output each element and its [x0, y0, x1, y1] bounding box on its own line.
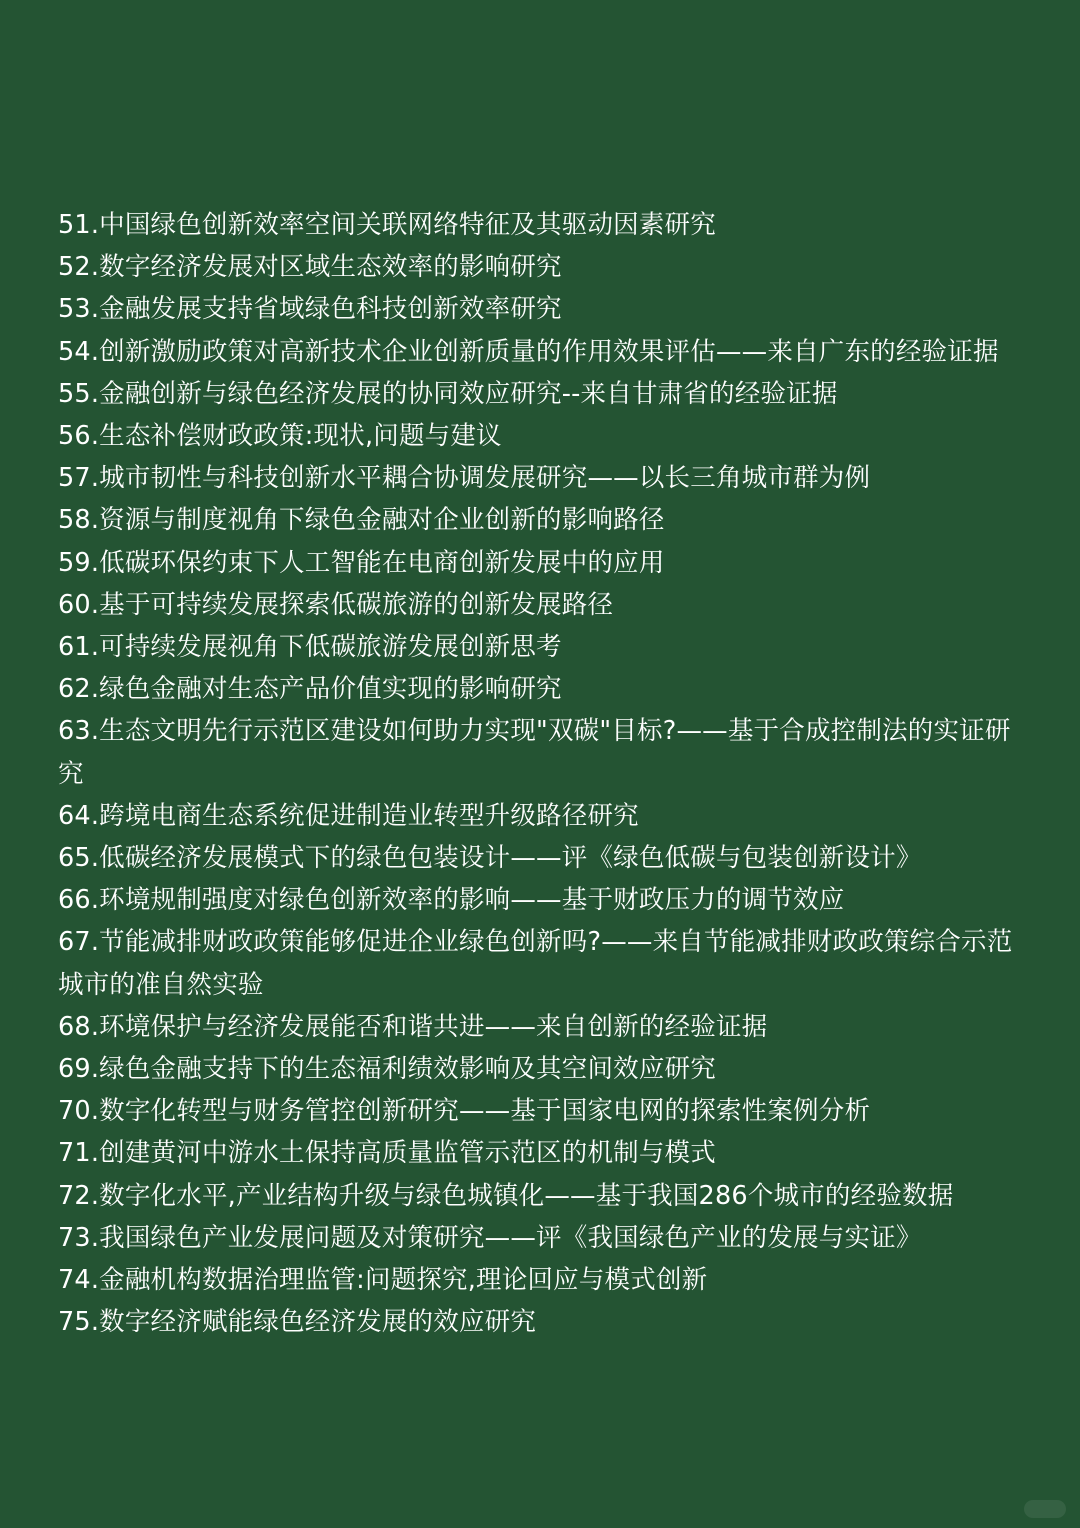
list-item: 66.环境规制强度对绿色创新效率的影响——基于财政压力的调节效应 — [58, 885, 845, 916]
list-item: 64.跨境电商生态系统促进制造业转型升级路径研究 — [58, 800, 639, 831]
list-item: 58.资源与制度视角下绿色金融对企业创新的影响路径 — [58, 505, 665, 536]
list-item: 55.金融创新与绿色经济发展的协同效应研究--来自甘肃省的经验证据 — [58, 378, 838, 409]
paper-title-list — [58, 204, 1026, 1343]
list-item: 56.生态补偿财政政策:现状,问题与建议 — [58, 421, 502, 452]
list-item: 67.节能减排财政政策能够促进企业绿色创新吗?——来自节能减排财政政策综合示范城市的准自然实验 — [58, 927, 1013, 1000]
list-item: 69.绿色金融支持下的生态福利绩效影响及其空间效应研究 — [58, 1054, 716, 1085]
list-item: 75.数字经济赋能绿色经济发展的效应研究 — [58, 1307, 537, 1338]
list-item: 60.基于可持续发展探索低碳旅游的创新发展路径 — [58, 589, 614, 620]
list-item: 71.创建黄河中游水土保持高质量监管示范区的机制与模式 — [58, 1138, 716, 1169]
list-item: 63.生态文明先行示范区建设如何助力实现"双碳"目标?——基于合成控制法的实证研究 — [58, 716, 1011, 789]
list-item: 68.环境保护与经济发展能否和谐共进——来自创新的经验证据 — [58, 1011, 768, 1042]
list-item: 62.绿色金融对生态产品价值实现的影响研究 — [58, 674, 562, 705]
list-item: 70.数字化转型与财务管控创新研究——基于国家电网的探索性案例分析 — [58, 1096, 871, 1127]
list-item: 54.创新激励政策对高新技术企业创新质量的作用效果评估——来自广东的经验证据 — [58, 336, 999, 367]
list-item: 52.数字经济发展对区域生态效率的影响研究 — [58, 252, 562, 283]
watermark-badge — [1024, 1500, 1066, 1518]
list-item: 72.数字化水平,产业结构升级与绿色城镇化——基于我国286个城市的经验数据 — [58, 1180, 954, 1211]
list-item: 65.低碳经济发展模式下的绿色包装设计——评《绿色低碳与包装创新设计》 — [58, 843, 922, 874]
list-item: 53.金融发展支持省域绿色科技创新效率研究 — [58, 294, 562, 325]
list-item: 59.低碳环保约束下人工智能在电商创新发展中的应用 — [58, 547, 665, 578]
list-item: 61.可持续发展视角下低碳旅游发展创新思考 — [58, 632, 562, 663]
list-item: 73.我国绿色产业发展问题及对策研究——评《我国绿色产业的发展与实证》 — [58, 1222, 922, 1253]
list-item: 74.金融机构数据治理监管:问题探究,理论回应与模式创新 — [58, 1265, 708, 1296]
list-item: 57.城市韧性与科技创新水平耦合协调发展研究——以长三角城市群为例 — [58, 463, 871, 494]
list-item: 51.中国绿色创新效率空间关联网络特征及其驱动因素研究 — [58, 210, 716, 240]
